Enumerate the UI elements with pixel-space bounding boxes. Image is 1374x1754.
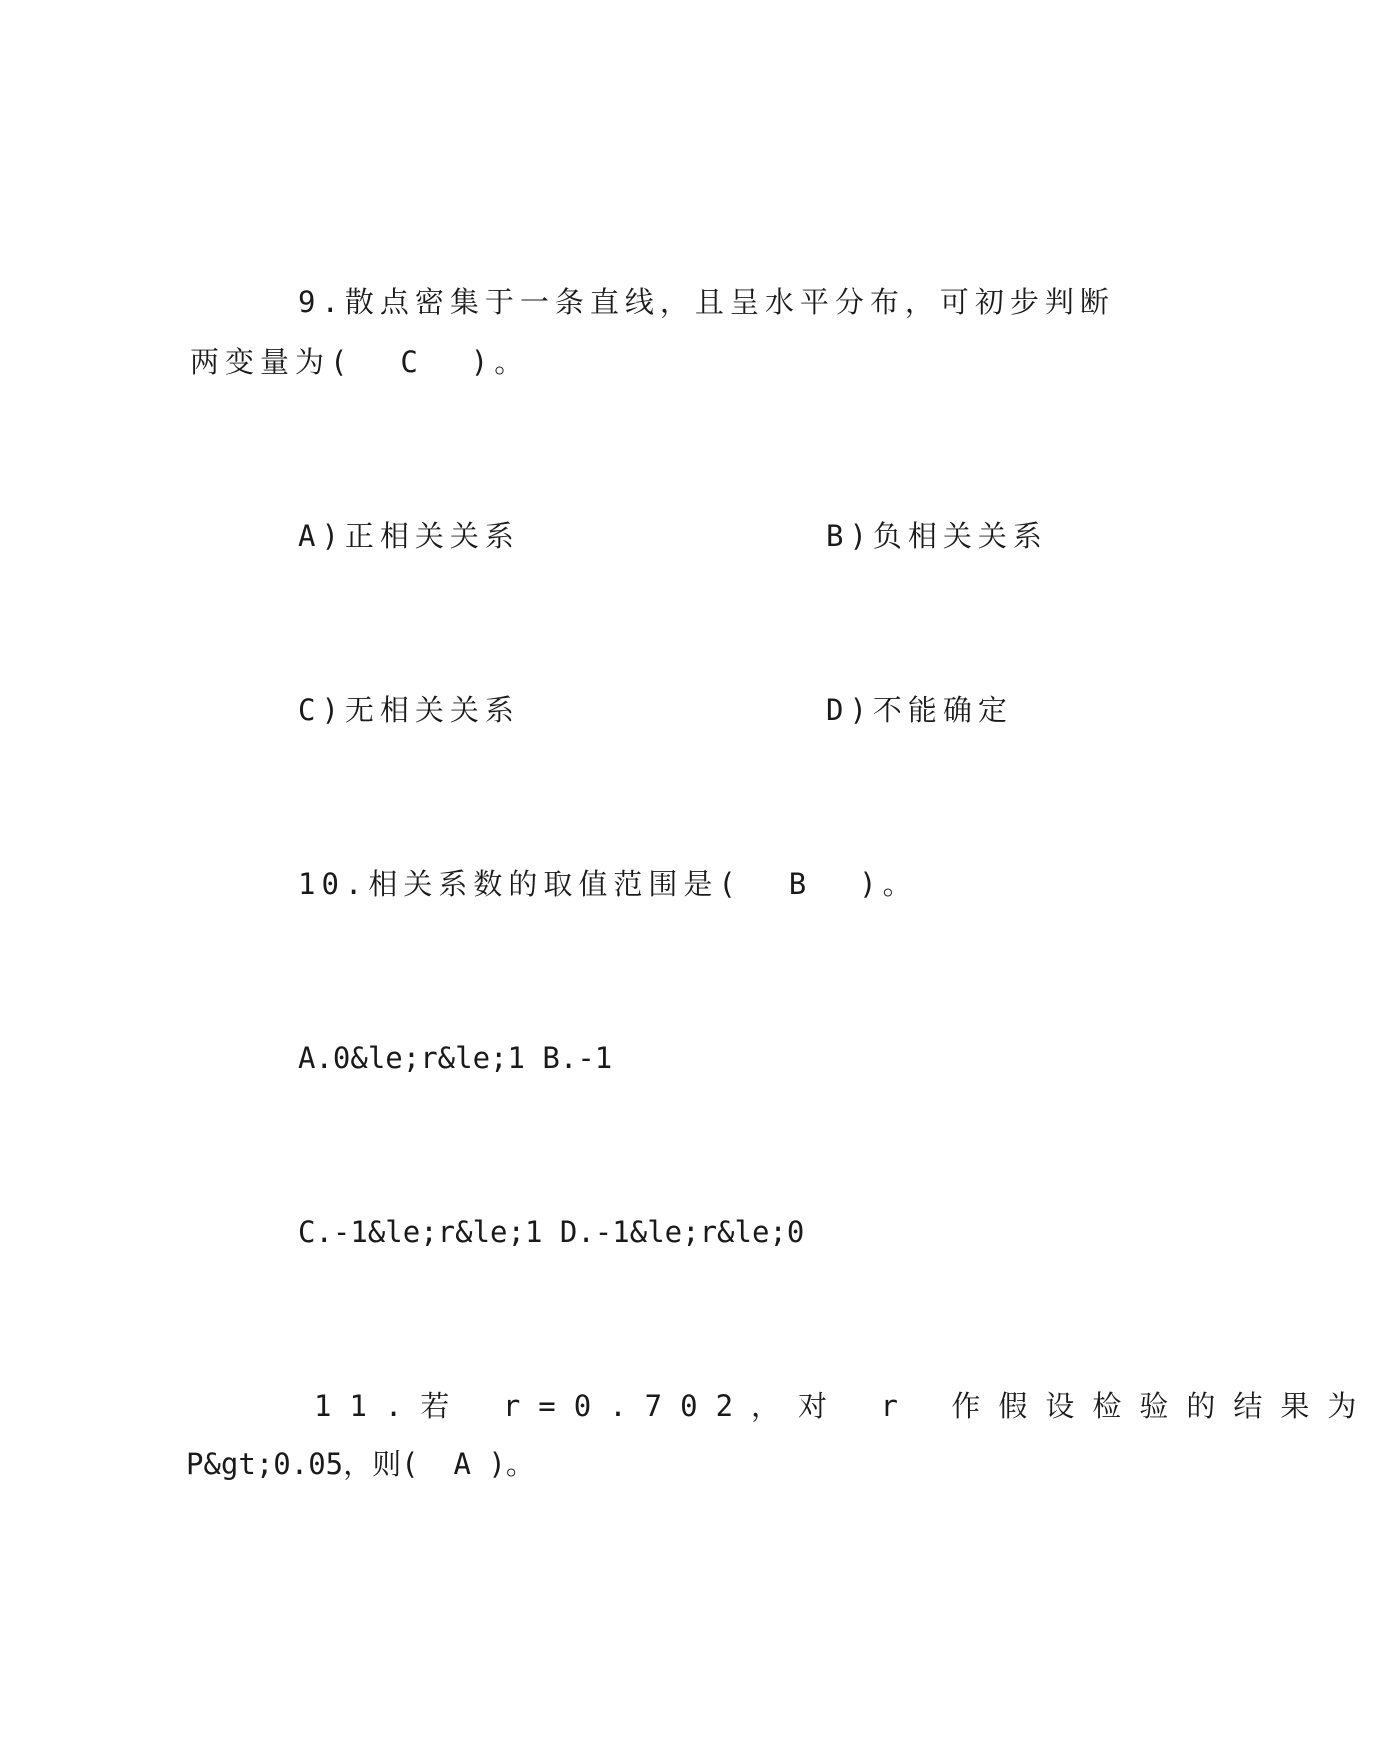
- question-9-option-b: B)负相关关系: [826, 519, 1048, 553]
- question-9-text-line-1: 9.散点密集于一条直线，且呈水平分布，可初步判断: [298, 285, 1115, 319]
- question-9-text-line-2: 两变量为( C )。: [190, 345, 530, 379]
- question-11-text-line-2: P&gt;0.05，则( A )。: [186, 1447, 535, 1481]
- question-10-options-c-d: C.-1&le;r&le;1 D.-1&le;r&le;0: [298, 1215, 805, 1249]
- question-11-text-line-1: 11.若 r=0.702，对 r 作假设检验的结果为: [314, 1389, 1374, 1423]
- question-9-option-d: D)不能确定: [826, 693, 1013, 727]
- question-9-option-a: A)正相关关系: [298, 519, 520, 553]
- question-9-option-c: C)无相关关系: [298, 693, 520, 727]
- question-10-options-a-b: A.0&le;r&le;1 B.-1: [298, 1041, 613, 1075]
- question-10-text: 10.相关系数的取值范围是( B )。: [298, 867, 918, 901]
